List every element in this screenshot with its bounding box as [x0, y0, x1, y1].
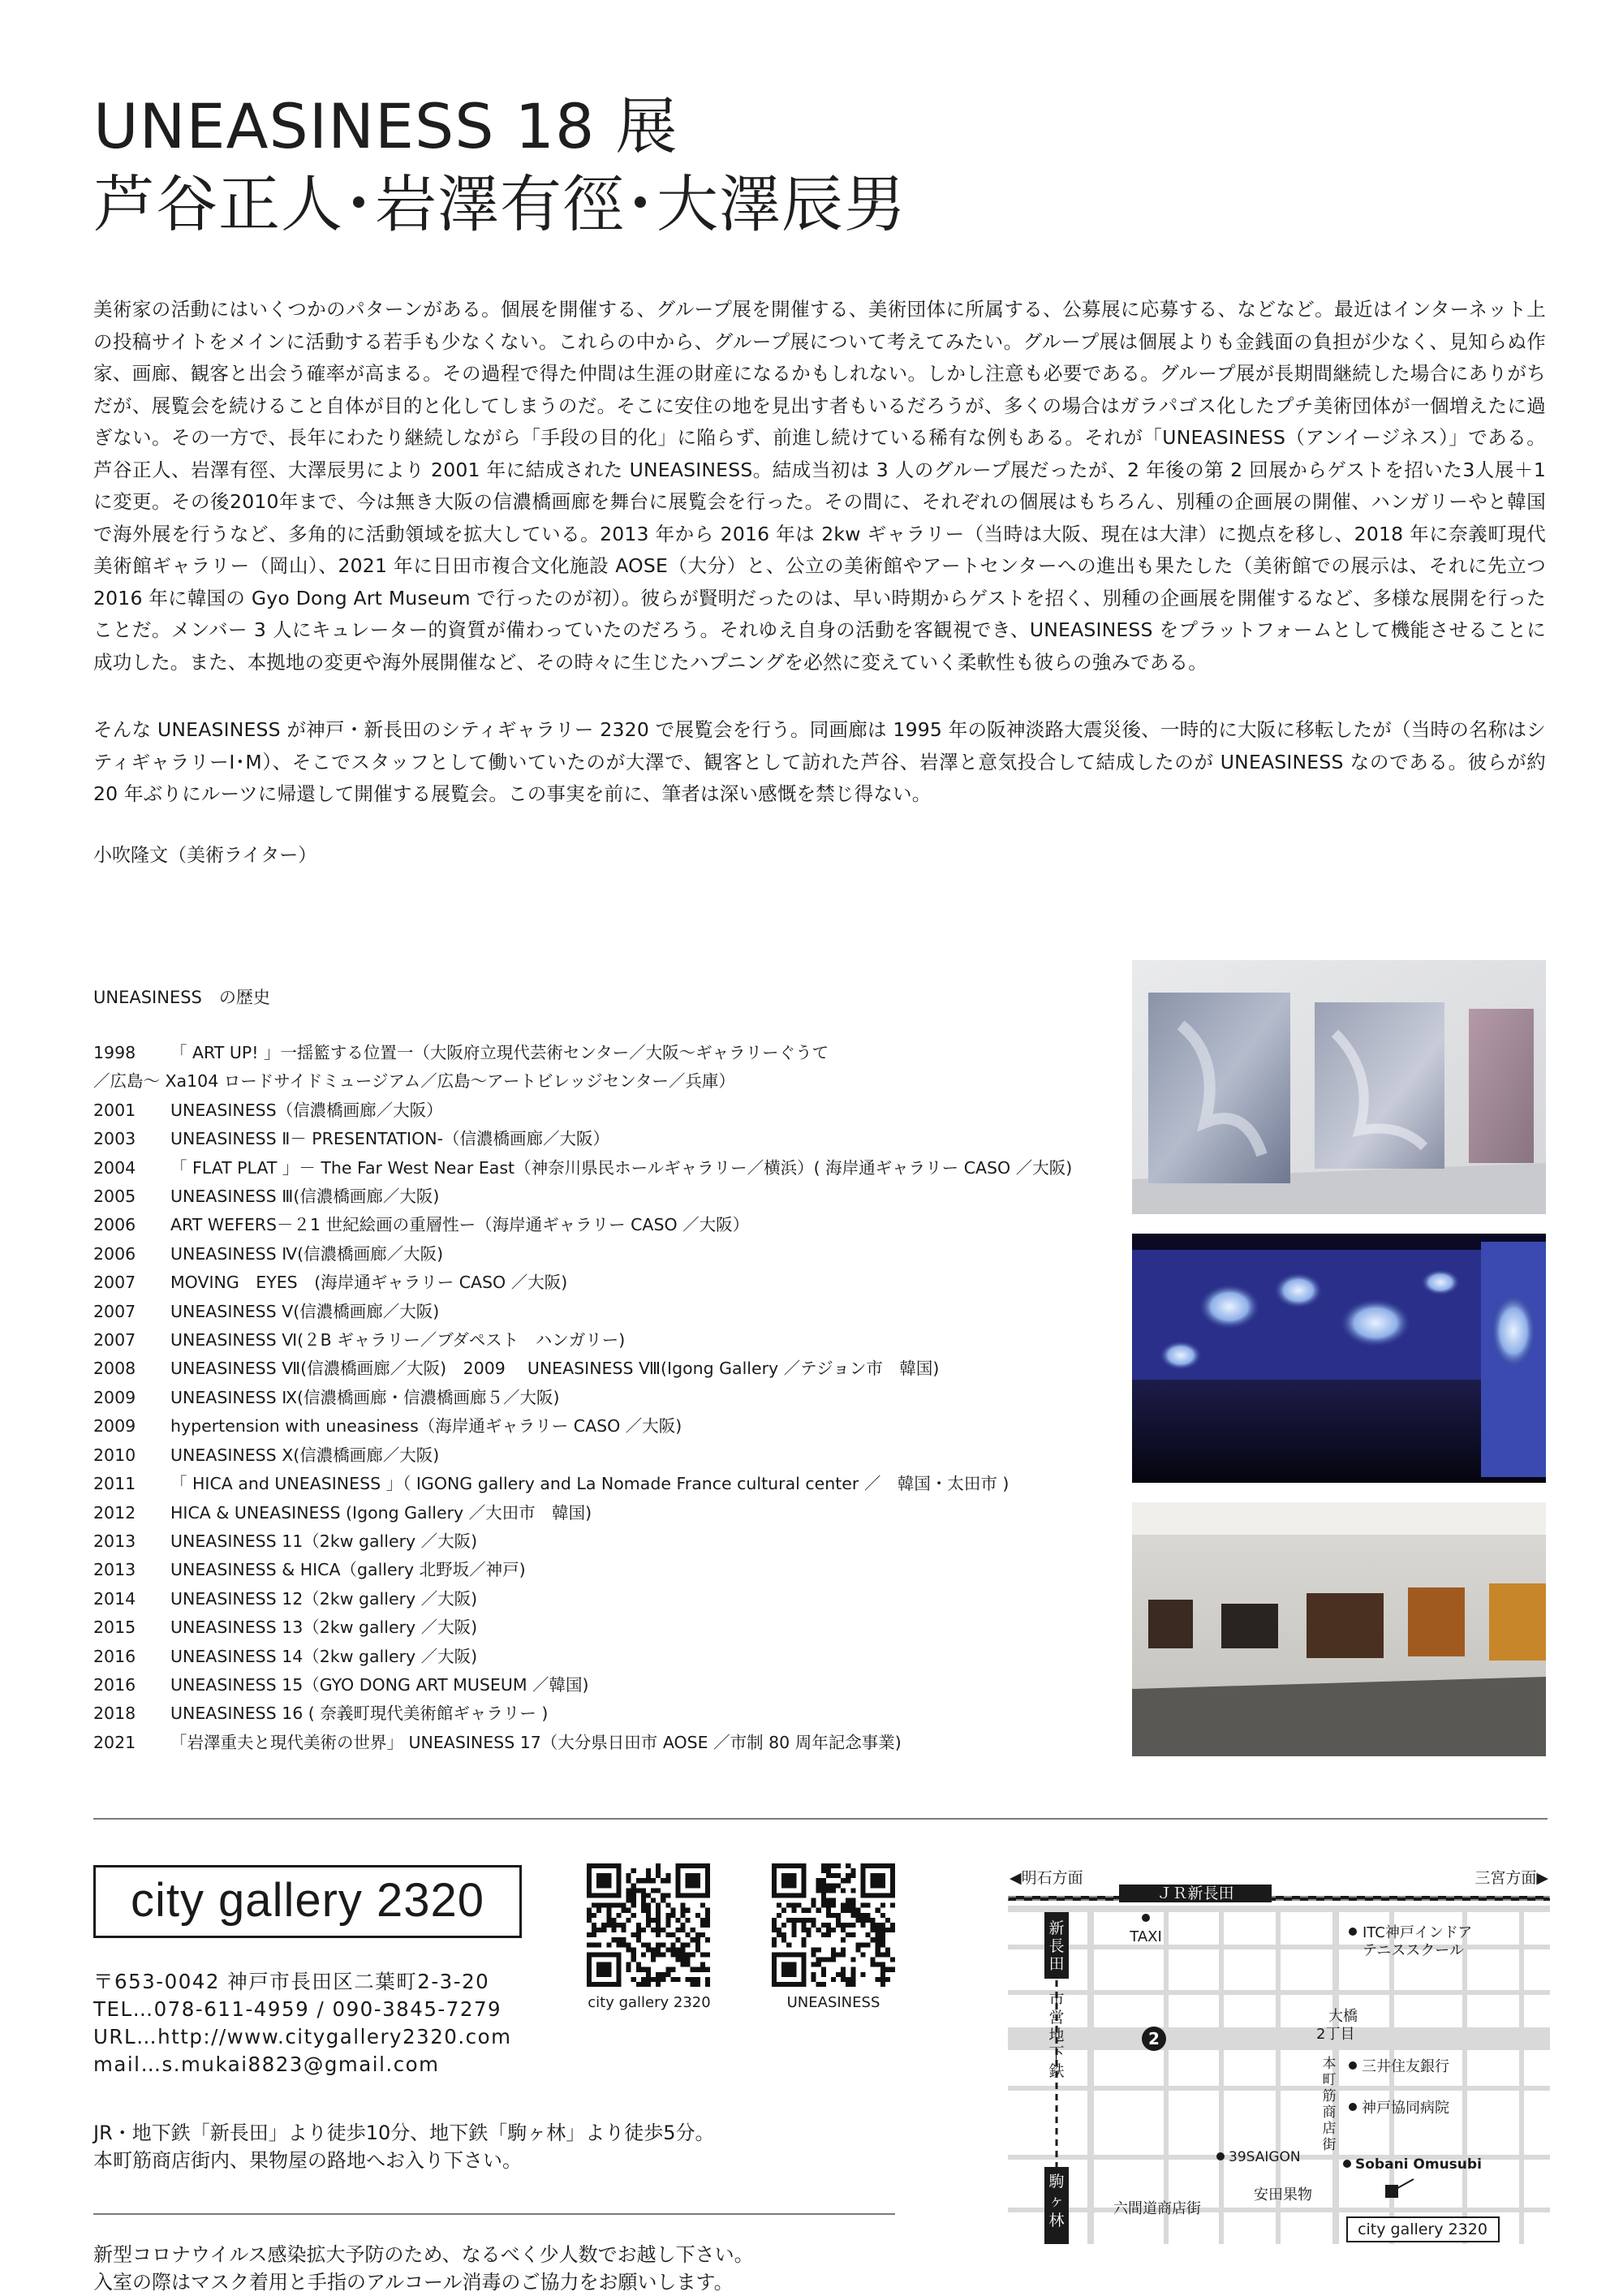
- history-row: [93, 1067, 1072, 1096]
- history-year: 2008: [93, 1359, 136, 1379]
- history-event: UNEASINESS & HICA（gallery 北野坂／神戸): [170, 1560, 526, 1580]
- history-row: [93, 1211, 1072, 1239]
- history-year: 2018: [93, 1704, 136, 1724]
- history-event: UNEASINESS Ⅸ(信濃橋画廊・信濃橋画廊５／大阪): [170, 1387, 560, 1407]
- bank-label: 三井住友銀行: [1362, 2058, 1449, 2075]
- history-event: UNEASINESS Ⅲ(信濃橋画廊／大阪): [170, 1187, 440, 1207]
- history-event: UNEASINESS Ⅱ－ PRESENTATION-（信濃橋画廊／大阪）: [170, 1129, 609, 1149]
- road-v8: [1519, 1906, 1524, 2244]
- history-year: 2021: [93, 1732, 136, 1752]
- gallery-logo: city gallery 2320: [93, 1865, 522, 1938]
- hospital-label: 神戸協同病院: [1362, 2100, 1449, 2117]
- exhibition-photo-1: [1132, 960, 1546, 1214]
- route-2-label: 2: [1148, 2029, 1160, 2048]
- history-event: UNEASINESS Ⅶ(信濃橋画廊／大阪) 2009 UNEASINESS Ⅷ(Igong Gallery ／テジョン市 韓国): [170, 1359, 940, 1379]
- history-year: 2014: [93, 1588, 136, 1609]
- history-year: 2006: [93, 1215, 136, 1235]
- history-row: [93, 1671, 1072, 1699]
- history-year: 2009: [93, 1387, 136, 1407]
- gallery-phone: TEL…078-611-4959 / 090-3845-7279: [93, 1997, 502, 2021]
- tennis-label-1: ITC神戸インドア: [1363, 1924, 1473, 1941]
- history-event: UNEASINESS Ⅴ(信濃橋画廊／大阪): [170, 1301, 440, 1321]
- history-row: [93, 1182, 1072, 1211]
- vertical-shinnagata: 新長田: [1048, 1919, 1065, 1973]
- history-row: [93, 1154, 1072, 1182]
- history-year: 2016: [93, 1674, 136, 1695]
- history-row: [93, 1699, 1072, 1728]
- history-row: [93, 1039, 1072, 1067]
- history-row: [93, 1240, 1072, 1269]
- history-event: 「岩澤重夫と現代美術の世界」 UNEASINESS 17（大分県日田市 AOSE ／市制 80 周年記念事業): [170, 1732, 902, 1752]
- gallery-email[interactable]: mail…s.mukai8823@gmail.com: [93, 2053, 440, 2076]
- history-row: [93, 1527, 1072, 1556]
- history-year: 2007: [93, 1330, 136, 1350]
- history-row: [93, 1125, 1072, 1153]
- history-event: UNEASINESS 14（2kw gallery ／大阪): [170, 1646, 478, 1666]
- history-row: [93, 1326, 1072, 1355]
- history-row: [93, 1556, 1072, 1584]
- history-row: [93, 1441, 1072, 1470]
- history-year: 2007: [93, 1273, 136, 1293]
- history-row: [93, 1298, 1072, 1326]
- history-row: [93, 1355, 1072, 1383]
- history-row: [93, 1729, 1072, 1757]
- history-year: 2013: [93, 1531, 136, 1551]
- history-event: hypertension with uneasiness（海岸通ギャラリー CASO ／大阪): [170, 1416, 682, 1437]
- history-list: [93, 1039, 1072, 1757]
- access-map: [1008, 1867, 1550, 2244]
- history-year: 2012: [93, 1502, 136, 1523]
- road-v3: [1219, 1906, 1224, 2244]
- history-year: 2009: [93, 1416, 136, 1437]
- qr-label-uneasiness: UNEASINESS: [786, 1994, 880, 2011]
- history-event: UNEASINESS 13（2kw gallery ／大阪): [170, 1618, 478, 1638]
- history-year: 2013: [93, 1560, 136, 1580]
- saigon-label: 39SAIGON: [1229, 2149, 1301, 2165]
- essay-paragraph-1: 美術家の活動にはいくつかのパターンがある。個展を開催する、グループ展を開催する、美術団体に所属する、公募展に応募する、などなど。最近はインターネット上の投稿サイトをメインに活動する若手も少なくない。これらの中から、グループ展について考えてみたい。グループ展は個展よりも金銭面の負担が少なく、見知らぬ作家、画廊、観客と出会う確率が高まる。その過程で得た仲間は生涯の財産になるかもしれない。しかし注意も必要である。グループ展が長期間継続した場合にありがちだが、展覧会を続けること自体が目的と化してしまうのだ。そこに安住の地を見出す者もいるだろうが、多くの場合はガラパゴス化したプチ美術団体が一個増えたに過ぎない。その一方で、長年にわたり継続しながら「手段の目的化」に陥らず、前進し続けている稀有な例もある。それが「UNEASINESS（アンイージネス）」である。芦谷正人、岩澤有徑、大澤辰男により 2001 年に結成された UNEASINESS。結成当初は 3 人のグループ展だったが、2 年後の第 2 回展からゲストを招いた3人展＋1に変更。その後2010年まで、今は無き大阪の信濃橋画廊を舞台に展覧会を行った。その間に、それぞれの個展はもちろん、別種の企画展の開催、ハンガリーやと韓国で海外展を行うなど、多角的に活動領域を拡大している。2013 年から 2016 年は 2kw ギャラリー（当時は大阪、現在は大津）に拠点を移し、2018 年に奈義町現代美術館ギャラリー（岡山）、2021 年に日田市複合文化施設 AOSE（大分）と、公立の美術館やアートセンターへの進出も果たした（美術館での展示は、それに先立つ 2016 年に韓国の Gyo Dong Art Museum で行ったのが初）。彼らが賢明だったのは、早い時期からゲストを招く、別種の企画展を開催するなど、多様な展開を行ったことだ。メンバー 3 人にキュレーター的資質が備わっていたのだろう。それゆえ自身の活動を客観視でき、UNEASINESS をプラットフォームとして機能させることに成功した。また、本拠地の変更や海外展開催など、その時々に生じたハプニングを必然に変えていく柔軟性も彼らの強みである。: [93, 298, 1546, 674]
- history-event: UNEASINESS Ⅵ(２B ギャラリー／ブダペスト ハンガリー): [170, 1330, 626, 1350]
- qr-label-gallery: city gallery 2320: [588, 1994, 711, 2011]
- road-v1: [1087, 1906, 1094, 2244]
- history-event: ART WEFERS－２1 世紀絵画の重層性ー（海岸通ギャラリー CASO ／大阪）: [170, 1215, 750, 1235]
- qr-code-uneasiness[interactable]: [772, 1863, 895, 1990]
- history-row: [93, 1096, 1072, 1125]
- section-divider: [93, 1818, 1548, 1820]
- essay-paragraph-2: そんな UNEASINESS が神戸・新長田のシティギャラリー 2320 で展覧会を行う。同画廊は 1995 年の阪神淡路大震災後、一時的に大阪に移転したが（当時の名称はシティギャラリーⅠ･M）、そこでスタッフとして働いていたのが大澤で、観客として訪れた芦谷、岩澤と意気投合して結成したのが UNEASINESS なのである。彼らが約 20 年ぶりにルーツに帰還して開催する展覧会。この事実を前に、筆者は深い感慨を禁じ得ない。: [93, 718, 1546, 805]
- history-row: [93, 1412, 1072, 1441]
- exhibition-title: UNEASINESS 18 展: [93, 90, 678, 162]
- history-row: [93, 1643, 1072, 1671]
- history-row: [93, 1470, 1072, 1498]
- access-line-2: 本町筋商店街内、果物屋の路地へお入り下さい。: [93, 2149, 522, 2172]
- history-year: 2005: [93, 1187, 136, 1207]
- history-event: UNEASINESS Ⅹ(信濃橋画廊／大阪): [170, 1445, 440, 1465]
- history-event: UNEASINESS 15（GYO DONG ART MUSEUM ／韓国): [170, 1674, 589, 1695]
- history-row: [93, 1269, 1072, 1297]
- vertical-komagabayashi: 駒ヶ林: [1048, 2173, 1065, 2229]
- history-year: 2007: [93, 1301, 136, 1321]
- history-year: 2010: [93, 1445, 136, 1465]
- history-event: UNEASINESS Ⅳ(信濃橋画廊／大阪): [170, 1243, 444, 1264]
- history-event: UNEASINESS 16 ( 奈義町現代美術館ギャラリー ): [170, 1704, 549, 1724]
- access-line-1: JR・地下鉄「新長田」より徒歩10分、地下鉄「駒ヶ林」より徒歩5分。: [93, 2122, 715, 2144]
- notice-divider: [93, 2213, 895, 2215]
- ohashi-label-2: 2丁目: [1316, 2026, 1355, 2043]
- ohashi-label-1: 大橋: [1328, 2008, 1358, 2025]
- history-year: 2006: [93, 1243, 136, 1264]
- history-event: UNEASINESS 11（2kw gallery ／大阪): [170, 1531, 478, 1551]
- road-v2: [1164, 1906, 1169, 2244]
- gallery-address: 〒653-0042 神戸市長田区二葉町2-3-20: [93, 1970, 490, 1993]
- history-row: [93, 1613, 1072, 1642]
- history-event: 「 HICA and UNEASINESS 」（ IGONG gallery and La Nomade France cultural center ／ 韓国・太田市 ): [170, 1474, 1010, 1494]
- history-row: [93, 1384, 1072, 1412]
- history-heading: UNEASINESS の歴史: [93, 988, 270, 1007]
- rokkendo-label: 六間道商店街: [1113, 2200, 1201, 2217]
- notice-line-2: 入室の際はマスク着用と手指のアルコール消毒のご協力をお願いします。: [93, 2271, 734, 2294]
- covid-notice: [93, 2241, 754, 2296]
- gallery-contact: [93, 1968, 511, 2078]
- tennis-label-2: テニススクール: [1363, 1942, 1464, 1959]
- history-event: 「 FLAT PLAT 」－ The Far West Near East（神奈川県民ホールギャラリー／横浜）( 海岸通ギャラリー CASO ／大阪): [170, 1157, 1073, 1178]
- history-event: UNEASINESS（信濃橋画廊／大阪）: [170, 1100, 443, 1120]
- history-year: 2016: [93, 1646, 136, 1666]
- gallery-url[interactable]: URL…http://www.citygallery2320.com: [93, 2025, 512, 2048]
- exhibition-photo-3: [1132, 1502, 1546, 1756]
- taxi-label: TAXI: [1130, 1928, 1162, 1945]
- history-year: 2004: [93, 1157, 136, 1178]
- history-event: 「 ART UP! 」一揺籃する位置一（大阪府立現代芸術センター／大阪～ギャラリーぐうて: [170, 1043, 829, 1062]
- gallery-map-label: city gallery 2320: [1358, 2221, 1487, 2238]
- yasuda-label: 安田果物: [1254, 2186, 1312, 2203]
- essay-byline: 小吹隆文（美術ライター）: [93, 845, 317, 866]
- history-row: [93, 1499, 1072, 1527]
- access-info: [93, 2119, 715, 2174]
- artists-names: 芦谷正人･岩澤有徑･大澤辰男: [93, 168, 906, 240]
- history-event: HICA & UNEASINESS (Igong Gallery ／大田市 韓国): [170, 1502, 592, 1523]
- history-year: 2015: [93, 1618, 136, 1638]
- station-label: ＪＲ新長田: [1156, 1885, 1234, 1902]
- sobani-label: Sobani Omusubi: [1355, 2156, 1482, 2173]
- history-event: ／広島～ Xa104 ロードサイドミュージアム／広島～アートビレッジセンター／兵庫）: [93, 1071, 735, 1092]
- vertical-shopping: 本町筋商店街: [1322, 2056, 1337, 2153]
- history-row: [93, 1585, 1072, 1613]
- qr-code-gallery[interactable]: [587, 1863, 710, 1990]
- history-year: 2011: [93, 1474, 136, 1494]
- exhibition-photo-2: [1132, 1234, 1546, 1483]
- history-year: 2001: [93, 1100, 136, 1120]
- notice-line-1: 新型コロナウイルス感染拡大予防のため、なるべく少人数でお越し下さい。: [93, 2243, 754, 2266]
- history-year: 2003: [93, 1129, 136, 1149]
- east-direction: 三宮方面▶: [1474, 1869, 1548, 1887]
- history-year: 1998: [93, 1043, 136, 1062]
- history-event: UNEASINESS 12（2kw gallery ／大阪): [170, 1588, 478, 1609]
- history-event: MOVING EYES (海岸通ギャラリー CASO ／大阪): [170, 1273, 568, 1293]
- vertical-subway: 市営地下鉄: [1048, 1991, 1065, 2080]
- west-direction: ◀明石方面: [1010, 1869, 1083, 1887]
